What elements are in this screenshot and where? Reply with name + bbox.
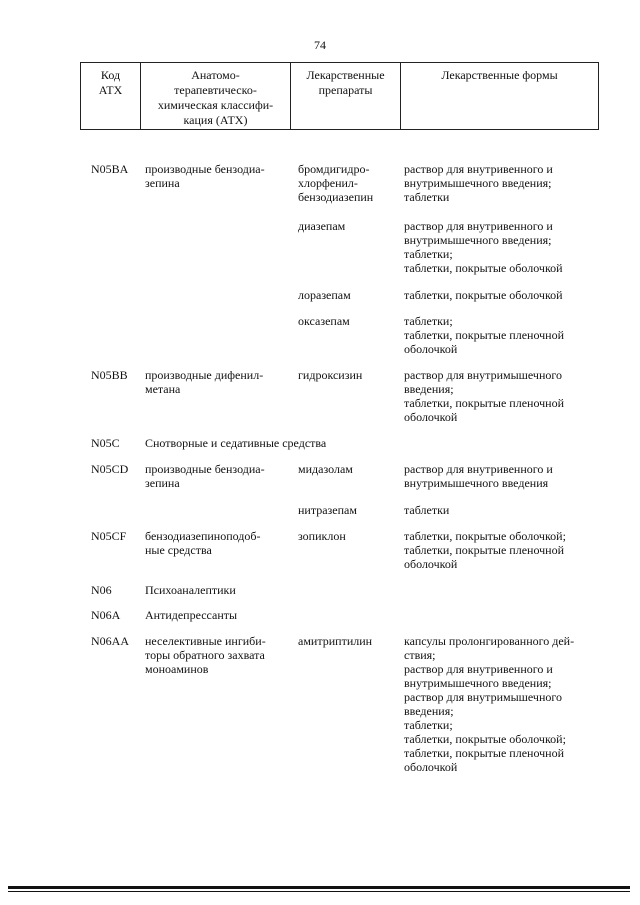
- dosage-forms: таблетки; таблетки, покрытые пленочной оболочкой: [404, 314, 565, 356]
- atx-classification: производные бензодиа- зепина: [145, 162, 265, 190]
- atx-classification: Психоаналептики: [145, 583, 236, 597]
- dosage-forms: таблетки, покрытые оболочкой: [404, 288, 563, 302]
- atx-classification: производные дифенил- метана: [145, 368, 264, 396]
- dosage-forms: раствор для внутривенного и внутримышечного введения: [404, 462, 553, 490]
- atx-classification: Снотворные и седативные средства: [145, 436, 327, 450]
- header-forms: Лекарственные формы: [441, 68, 558, 82]
- atx-classification: неселективные ингиби- торы обратного захвата моноаминов: [145, 634, 266, 676]
- dosage-forms: раствор для внутривенного и внутримышечного введения; таблетки; таблетки, покрытые оболочкой: [404, 219, 563, 275]
- atx-code: N06AA: [91, 634, 129, 648]
- drug-name: мидазолам: [298, 462, 353, 476]
- footer-rule-thick: [8, 886, 630, 889]
- atx-code: N05C: [91, 436, 120, 450]
- atx-code: N05BA: [91, 162, 129, 176]
- drug-name: нитразепам: [298, 503, 357, 517]
- atx-classification: Антидепрессанты: [145, 608, 238, 622]
- page-number: 74: [314, 38, 326, 52]
- dosage-forms: раствор для внутривенного и внутримышечного введения; таблетки: [404, 162, 553, 204]
- dosage-forms: раствор для внутримышечного введения; таблетки, покрытые пленочной оболочкой: [404, 368, 565, 424]
- header-drugs: Лекарственные препараты: [291, 63, 401, 129]
- header-classification: Анатомо- терапевтическо- химическая классифи- кация (АТХ): [141, 63, 291, 129]
- atx-code: N06: [91, 583, 112, 597]
- drug-name: амитриптилин: [298, 634, 373, 648]
- drug-name: гидроксизин: [298, 368, 363, 382]
- atx-code: N05BB: [91, 368, 128, 382]
- header-code: Код АТХ: [81, 63, 141, 129]
- dosage-forms: капсулы пролонгированного дей- ствия; раствор для внутривенного и внутримышечного введения; раствор для внутримышечного введения; таблетки; таблетки, покрытые оболочкой; таблетки, покрытые пленочной оболочкой: [404, 634, 575, 774]
- drug-name: лоразепам: [298, 288, 351, 302]
- footer-rule-thin: [8, 891, 630, 892]
- drug-name: бромдигидро- хлорфенил- бензодиазепин: [298, 162, 374, 204]
- dosage-forms: таблетки, покрытые оболочкой; таблетки, покрытые пленочной оболочкой: [404, 529, 566, 571]
- drug-name: зопиклон: [298, 529, 346, 543]
- drug-name: оксазепам: [298, 314, 350, 328]
- atx-classification: производные бензодиа- зепина: [145, 462, 265, 490]
- atx-classification: бензодиазепиноподоб- ные средства: [145, 529, 261, 557]
- drug-name: диазепам: [298, 219, 346, 233]
- atx-code: N05CD: [91, 462, 129, 476]
- atx-code: N06A: [91, 608, 121, 622]
- table-header: [80, 62, 599, 130]
- dosage-forms: таблетки: [404, 503, 450, 517]
- atx-code: N05CF: [91, 529, 127, 543]
